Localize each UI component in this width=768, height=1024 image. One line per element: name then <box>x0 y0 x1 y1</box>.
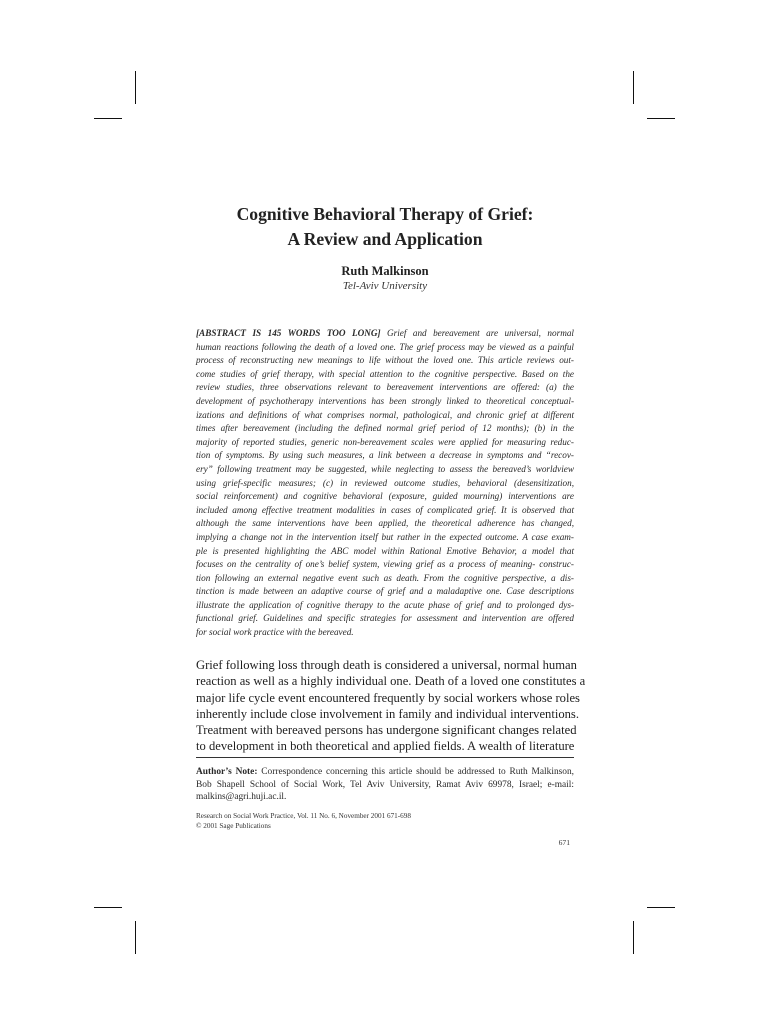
crop-mark-bottom-right-vertical <box>633 921 634 954</box>
crop-mark-top-right-vertical <box>633 71 634 104</box>
journal-citation: Research on Social Work Practice, Vol. 11 No. 6, November 2001 671-698 <box>196 812 411 820</box>
journal-copyright: © 2001 Sage Publications <box>196 822 271 830</box>
abstract-line: majority of reported studies, generic non-bereavement scales were applied for measuring reduc- <box>196 436 574 447</box>
footnote-email-line: malkins@agri.huji.ac.il. <box>196 792 287 803</box>
title-line-2: A Review and Application <box>287 229 483 249</box>
footnote-line-text: Correspondence concerning this article should be addressed to Ruth Malkinson, <box>257 767 574 777</box>
abstract-line: focuses on the centrality of one’s belief system, viewing grief as a process of meaning- construc- <box>196 559 574 570</box>
abstract-line: for social work practice with the bereaved. <box>196 627 354 638</box>
abstract-line: tion of symptoms. By using such measures, a link between a decrease in symptoms and “recov- <box>196 450 574 461</box>
abstract-line: come studies of grief therapy, with special attention to the cognitive perspective. Based on the <box>196 368 574 379</box>
crop-mark-top-left-horizontal <box>94 118 122 119</box>
footnote-line <box>196 766 574 779</box>
abstract-line: process of reconstructing new meanings to life without the loved one. This article reviews out- <box>196 355 574 366</box>
abstract-line: using grief-specific measures; (c) in reviewed outcome studies, behavioral (desensitization, <box>196 477 574 488</box>
title-line-1: Cognitive Behavioral Therapy of Grief: <box>236 204 534 224</box>
abstract-line: illustrate the application of cognitive therapy to the acute phase of grief and to prolonged dys- <box>196 599 574 610</box>
crop-mark-top-right-horizontal <box>647 118 675 119</box>
body-line: major life cycle event encountered frequently by social workers whose roles <box>196 690 580 705</box>
body-line: reaction as well as a highly individual one. Death of a loved one constitutes a <box>196 674 586 689</box>
body-line: to development in both theoretical and applied fields. A wealth of literature <box>196 739 575 754</box>
footnote-divider <box>196 757 574 758</box>
crop-mark-top-left-vertical <box>135 71 136 104</box>
journal-info <box>196 811 574 831</box>
author-name: Ruth Malkinson <box>341 264 429 278</box>
abstract-line: functional grief. Guidelines and specific strategies for assessment and intervention are offered <box>196 613 574 624</box>
abstract-line: tion following an external negative event such as death. From the cognitive perspective, a dis- <box>196 572 574 583</box>
abstract-line: human reactions following the death of a loved one. The grief process may be viewed as a painful <box>196 341 574 352</box>
abstract-line: social reinforcement) and cognitive behavioral (exposure, guided mourning) interventions are <box>196 491 574 502</box>
abstract-line: ple is presented highlighting the ABC model within Rational Emotive Behavior, a model that <box>196 545 574 556</box>
abstract-line: ery” following treatment may be suggested, while neglecting to assess the bereaved’s worldview <box>196 463 574 474</box>
crop-mark-bottom-right-horizontal <box>647 907 675 908</box>
author-affiliation: Tel-Aviv University <box>342 280 428 292</box>
footnote-line: Bob Shapell School of Social Work, Tel Aviv University, Ramat Aviv 69978, Israel; e-mail: <box>196 779 574 790</box>
abstract-line: tinction is made between an adaptive course of grief and a maladaptive one. Case descriptions <box>196 586 574 597</box>
abstract-line: times after bereavement (including the defined normal grief period of 12 months); (b) in the <box>196 423 574 434</box>
abstract-length-flag: [ABSTRACT IS 145 WORDS TOO LONG] <box>196 328 381 338</box>
body-paragraph <box>196 657 586 755</box>
crop-mark-bottom-left-vertical <box>135 921 136 954</box>
crop-mark-bottom-left-horizontal <box>94 907 122 908</box>
abstract-line <box>196 327 574 341</box>
abstract-line: implying a change not in the intervention itself but rather in the expected outcome. A case exam- <box>196 531 574 542</box>
abstract-line: included among effective treatment modalities in cases of complicated grief. It is observed that <box>196 504 574 515</box>
article-title <box>196 202 574 252</box>
abstract-line: review studies, three observations relevant to bereavement interventions are offered: (a) the <box>196 382 574 393</box>
body-line: Grief following loss through death is considered a universal, normal human <box>196 658 577 672</box>
abstract-line-text: Grief and bereavement are universal, normal <box>380 328 574 338</box>
author-note-label: Author’s Note: <box>196 767 258 777</box>
body-line: Treatment with bereaved persons has undergone significant changes related <box>196 723 577 738</box>
abstract-line: although the same interventions have been applied, the theoretical adherence has changed, <box>196 518 574 529</box>
page-number: 671 <box>558 838 570 847</box>
author-note <box>196 766 574 804</box>
abstract-line: izations and definitions of what comprises normal, pathological, and chronic grief at different <box>196 409 574 420</box>
abstract-line: development of psychotherapy interventions has been strongly linked to theoretical conceptual- <box>196 395 574 406</box>
abstract <box>196 327 574 640</box>
body-line: inherently include close involvement in family and individual interventions. <box>196 706 579 721</box>
